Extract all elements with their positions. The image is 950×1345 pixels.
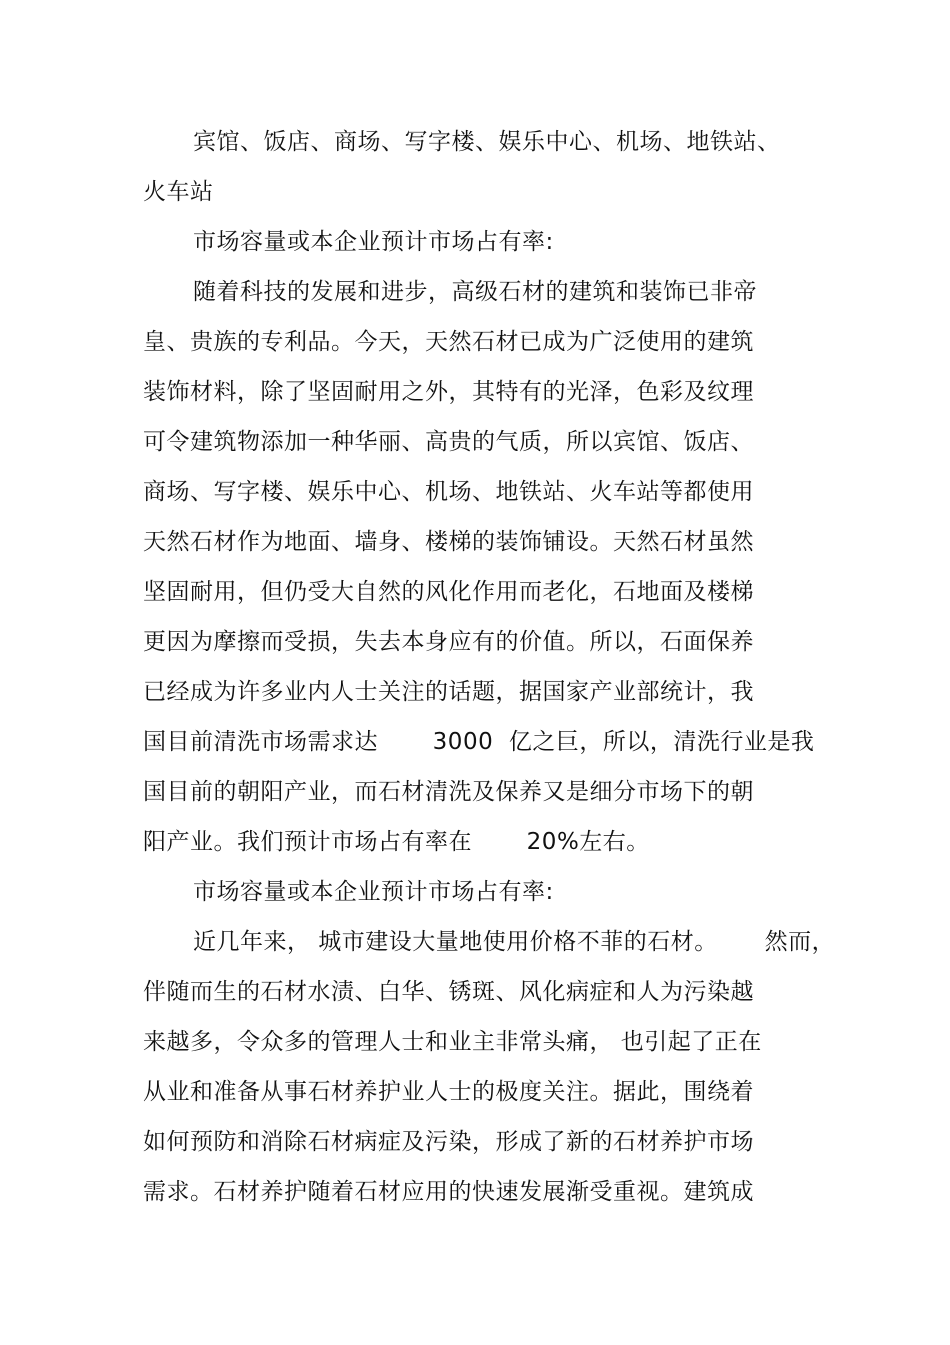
text-line: 阳产业。我们预计市场占有率在 20%左右。 — [143, 829, 650, 855]
text-line: 随着科技的发展和进步，高级石材的建筑和装饰已非帝 — [193, 279, 757, 305]
text-line: 已经成为许多业内人士关注的话题，据国家产业部统计，我 — [143, 679, 754, 705]
text-line: 从业和准备从事石材养护业人士的极度关注。据此，围绕着 — [143, 1079, 754, 1105]
text-line: 皇、贵族的专利品。今天，天然石材已成为广泛使用的建筑 — [143, 329, 754, 355]
text-line: 国目前的朝阳产业，而石材清洗及保养又是细分市场下的朝 — [143, 779, 754, 805]
section-heading: 市场容量或本企业预计市场占有率: — [193, 879, 554, 905]
text-line: 需求。石材养护随着石材应用的快速发展渐受重视。建筑成 — [143, 1179, 754, 1205]
text-line: 伴随而生的石材水渍、白华、锈斑、风化病症和人为污染越 — [143, 979, 754, 1005]
text-line: 火车站 — [143, 179, 214, 205]
section-heading: 市场容量或本企业预计市场占有率: — [193, 229, 554, 255]
text-line: 来越多，令众多的管理人士和业主非常头痛， 也引起了正在 — [143, 1029, 762, 1055]
text-line: 天然石材作为地面、墙身、楼梯的装饰铺设。天然石材虽然 — [143, 529, 754, 555]
text-line: 国目前清洗市场需求达 3000 亿之巨，所以，清洗行业是我 — [143, 729, 815, 755]
text-line: 更因为摩擦而受损，失去本身应有的价值。所以，石面保养 — [143, 629, 754, 655]
text-line: 近几年来， 城市建设大量地使用价格不菲的石材。 然而， — [193, 929, 836, 955]
text-line: 商场、写字楼、娱乐中心、机场、地铁站、火车站等都使用 — [143, 479, 754, 505]
text-line: 坚固耐用，但仍受大自然的风化作用而老化，石地面及楼梯 — [143, 579, 754, 605]
text-line: 装饰材料，除了坚固耐用之外，其特有的光泽，色彩及纹理 — [143, 379, 754, 405]
text-line: 可令建筑物添加一种华丽、高贵的气质，所以宾馆、饭店、 — [143, 429, 754, 455]
text-line: 宾馆、饭店、商场、写字楼、娱乐中心、机场、地铁站、 — [193, 129, 781, 155]
text-line: 如何预防和消除石材病症及污染，形成了新的石材养护市场 — [143, 1129, 754, 1155]
